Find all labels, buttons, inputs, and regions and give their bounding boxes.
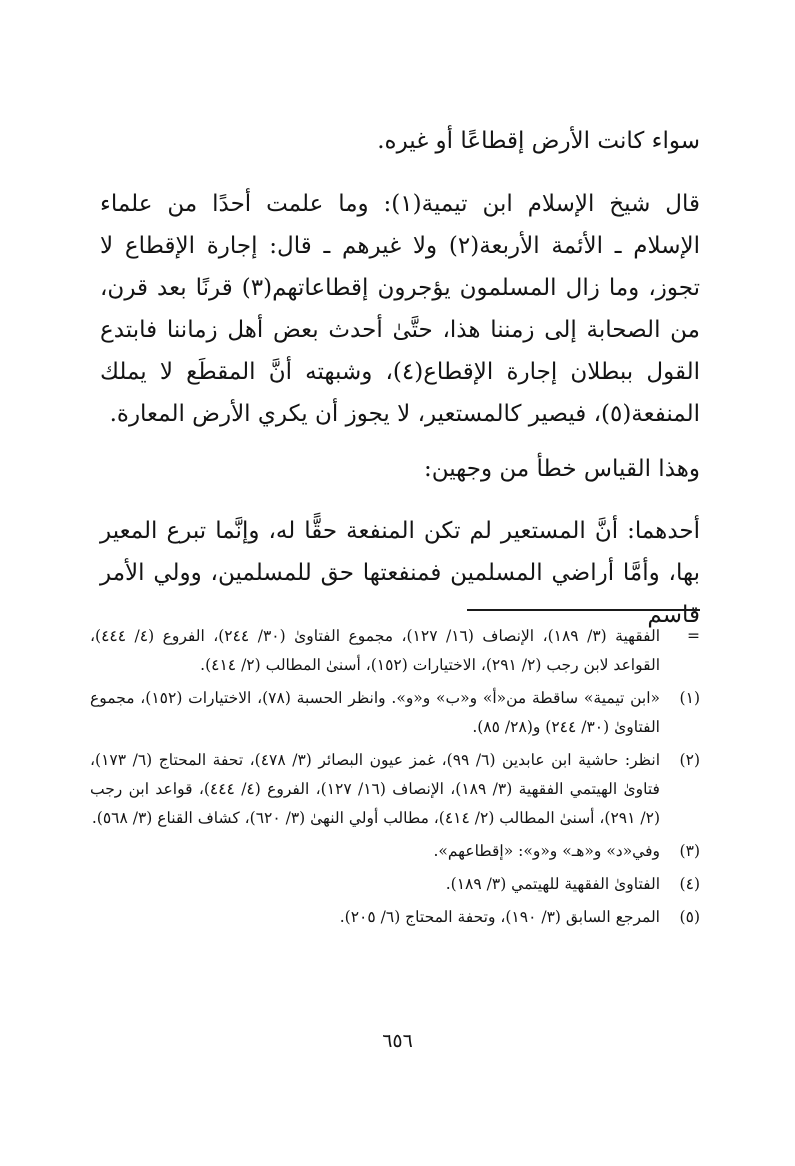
footnote-number: (٣) [679,842,700,860]
footnote-4 [90,870,700,899]
footnote-separator [467,609,700,611]
page-number: ٦٥٦ [382,1030,413,1052]
footnote-number: (١) [679,689,700,707]
footnote-continued [90,622,700,680]
paragraph-1: سواء كانت الأرض إقطاعًا أو غيره. [377,128,700,154]
footnote-2 [90,746,700,833]
footnote-1 [90,684,700,742]
main-text-block-3 [100,448,700,490]
main-text-block-1 [100,120,700,162]
main-text-block-2 [100,183,700,435]
main-text-block-4 [100,510,700,636]
paragraph-2: قال شيخ الإسلام ابن تيمية(١): وما علمت أحدًا من علماء الإسلام ـ الأئمة الأربعة(٢) ولا غيرهم ـ قال: إجارة الإقطاع لا تجوز، وما زال المسلمون يؤجرون إقطاعاتهم(٣) قرنًا بعد قرن، من الصحابة إلى زمننا هذا، حتَّىٰ أحدث بعض أهل زماننا فابتدع القول ببطلان إجارة الإقطاع(٤)، وشبهته أنَّ المقطَع لا يملك المنفعة(٥)، فيصير كالمستعير، لا يجوز أن يكري الأرض المعارة. [100,191,700,427]
footnote-text: «ابن تيمية» ساقطة من«أ» و«ب» و«و». وانظر الحسبة (٧٨)، الاختيارات (١٥٢)، مجموع الفتاوىٰ (٣٠/ ٢٤٤) و(٢٨/ ٨٥). [90,689,661,736]
footnote-text: الفتاوىٰ الفقهية للهيتمي (٣/ ١٨٩). [445,875,660,893]
footnote-number: (٥) [679,908,700,926]
footnote-number: (٤) [679,875,700,893]
footnote-text: المرجع السابق (٣/ ١٩٠)، وتحفة المحتاج (٦/ ٢٠٥). [339,908,660,926]
footnote-text: الفقهية (٣/ ١٨٩)، الإنصاف (١٦/ ١٢٧)، مجموع الفتاوىٰ (٣٠/ ٢٤٤)، الفروع (٤/ ٤٤٤)، القواعد لابن رجب (٢/ ٢٩١)، الاختيارات (١٥٢)، أسنىٰ المطالب (٢/ ٤١٤). [90,627,661,674]
footnotes [90,622,700,936]
paragraph-3: وهذا القياس خطأ من وجهين: [423,456,700,482]
footnote-5 [90,903,700,932]
footnote-text: انظر: حاشية ابن عابدين (٦/ ٩٩)، غمز عيون البصائر (٣/ ٤٧٨)، تحفة المحتاج (٦/ ١٧٣)، فتاوىٰ الهيتمي الفقهية (٣/ ١٨٩)، الإنصاف (١٦/ ١٢٧)، الفروع (٤/ ٤٤٤)، قواعد ابن رجب (٢/ ٢٩١)، أسنىٰ المطالب (٢/ ٤١٤)، مطالب أولي النهىٰ (٣/ ٦٢٠)، كشاف القناع (٣/ ٥٦٨). [90,751,660,827]
footnote-text: وفي«د» و«هـ» و«و»: «إقطاعهم». [433,842,660,860]
footnote-3 [90,837,700,866]
footnote-marker: = [687,627,700,645]
footnote-number: (٢) [679,751,700,769]
paragraph-4: أحدهما: أنَّ المستعير لم تكن المنفعة حقًّا له، وإنَّما تبرع المعير بها، وأمَّا أراضي المسلمين فمنفعتها حق للمسلمين، وولي الأمر قاسم [100,518,700,628]
